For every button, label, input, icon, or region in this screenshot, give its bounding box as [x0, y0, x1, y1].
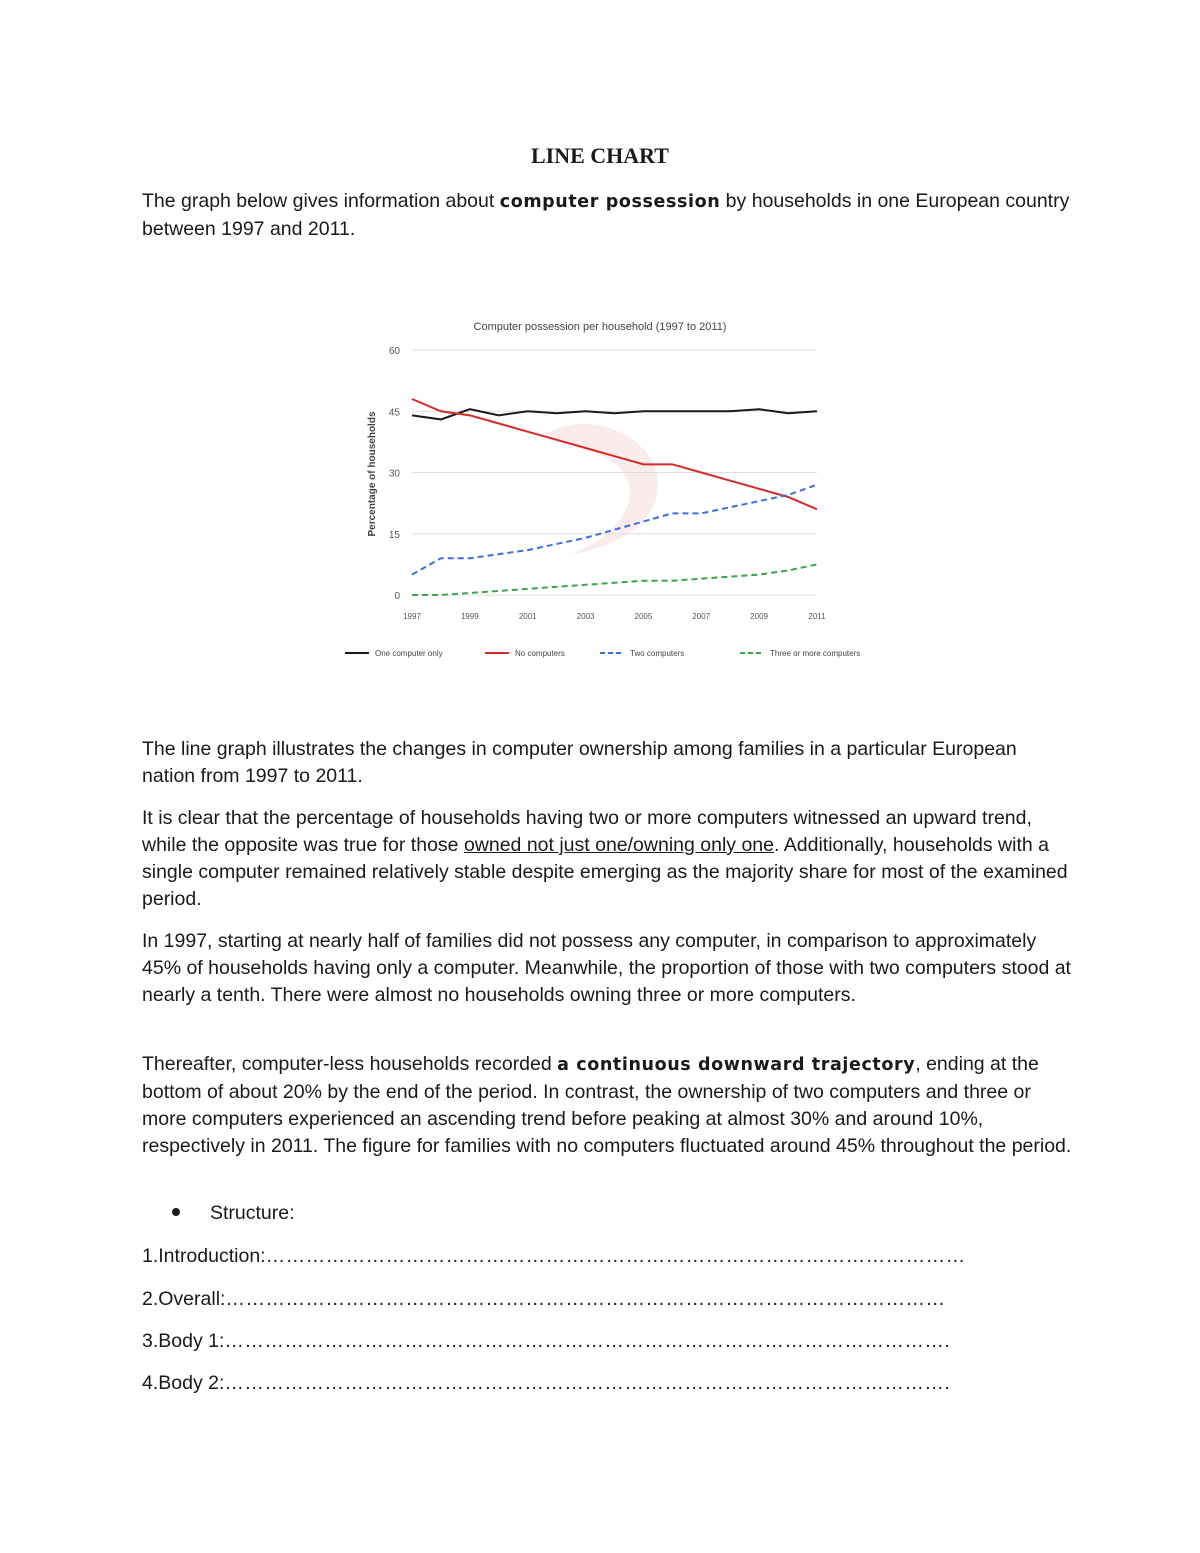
x-tick-label: 1999: [460, 612, 479, 621]
structure-line-overall: [142, 1286, 1102, 1313]
line-chart: [340, 310, 870, 670]
y-tick-labels: [389, 346, 401, 602]
x-tick-label: 2007: [692, 612, 711, 621]
structure-label: 2.Overall:: [142, 1288, 226, 1310]
x-tick-label: 1997: [403, 612, 421, 621]
structure-dots: ………………………………………………………………………………………………: [225, 1288, 946, 1310]
structure-label: 1.Introduction:: [142, 1245, 266, 1267]
x-tick-labels: [403, 612, 826, 621]
legend-label: No computers: [515, 649, 565, 658]
bullet-icon: [172, 1208, 180, 1216]
y-tick-label: 45: [388, 407, 400, 419]
paragraph-body-1: In 1997, starting at nearly half of families did not possess any computer, in comparison to approximately 45% of households having only a computer. Meanwhile, the proportion of those with two computers stood at nearly a tenth. There were almost no households owning three or more computers.: [142, 930, 1071, 1006]
series-line-three-or-more-computers: [412, 564, 817, 595]
x-tick-label: 2011: [808, 612, 826, 621]
y-tick-label: 15: [388, 529, 400, 541]
structure-line-body-2: [142, 1370, 1102, 1397]
y-tick-label: 30: [388, 468, 400, 480]
paragraph-body-2: [142, 1051, 1072, 1160]
y-tick-label: 60: [388, 346, 400, 357]
page-title: LINE CHART: [531, 143, 669, 168]
watermark-logo: [545, 424, 658, 555]
y-axis-label: Percentage of households: [367, 411, 378, 537]
p2-text-end: . Additionally, households with a single computer remained relatively stable despite emerging as the majority share for most of the examined period.: [142, 834, 1068, 910]
series-lines: [412, 399, 817, 595]
structure-label: 4.Body 2:: [142, 1372, 225, 1394]
structure-line-introduction: [142, 1243, 1102, 1270]
intro-bold-phrase: computer possession: [499, 192, 721, 212]
series-line-one-computer-only: [412, 409, 817, 419]
intro-paragraph: [142, 188, 1072, 243]
x-tick-label: 2001: [518, 612, 537, 621]
paragraph-overall: [142, 805, 1072, 913]
legend-label: One computer only: [375, 649, 443, 658]
bullet-label: Structure:: [210, 1202, 295, 1224]
chart-legend: [345, 649, 860, 658]
legend-label: Three or more computers: [770, 649, 861, 658]
x-tick-label: 2005: [634, 612, 653, 621]
bullet-item: [172, 1200, 295, 1227]
intro-text-end: by households in one European country between 1997 and 2011.: [142, 190, 1070, 240]
p4-text-start: Thereafter, computer-less households recorded: [142, 1053, 558, 1075]
structure-label: 3.Body 1:: [142, 1330, 225, 1352]
structure-dots: ……………………………………………………………………………………………….: [224, 1372, 951, 1394]
paragraph-overview: The line graph illustrates the changes in computer ownership among families in a particular European nation from 1997 to 2011.: [142, 738, 1017, 787]
structure-dots: ……………………………………………………………………………………………….: [224, 1330, 951, 1352]
chart-title: Computer possession per household (1997 to 2011): [473, 321, 727, 333]
y-tick-label: 0: [394, 591, 400, 602]
x-tick-label: 2003: [576, 612, 595, 621]
structure-line-body-1: [142, 1328, 1102, 1355]
structure-dots: ……………………………………………………………………………………………: [265, 1245, 966, 1267]
intro-text-start: The graph below gives information about: [142, 190, 500, 212]
x-tick-label: 2009: [750, 612, 769, 621]
p4-bold-phrase: a continuous downward trajectory: [557, 1055, 916, 1075]
p2-underlined-phrase: owned not just one/owning only one: [463, 834, 774, 856]
p2-text-start: It is clear that the percentage of households having two or more computers witnessed an upward trend, while the opposite was true for those: [142, 807, 1032, 856]
legend-label: Two computers: [630, 649, 685, 658]
p4-text-end: , ending at the bottom of about 20% by the end of the period. In contrast, the ownership of two computers and three or more computers experienced an ascending trend before peaking at almost 30% and around 10%, respectively in 2011. The figure for families with no computers fluctuated around 45% throughout the period.: [142, 1053, 1072, 1157]
